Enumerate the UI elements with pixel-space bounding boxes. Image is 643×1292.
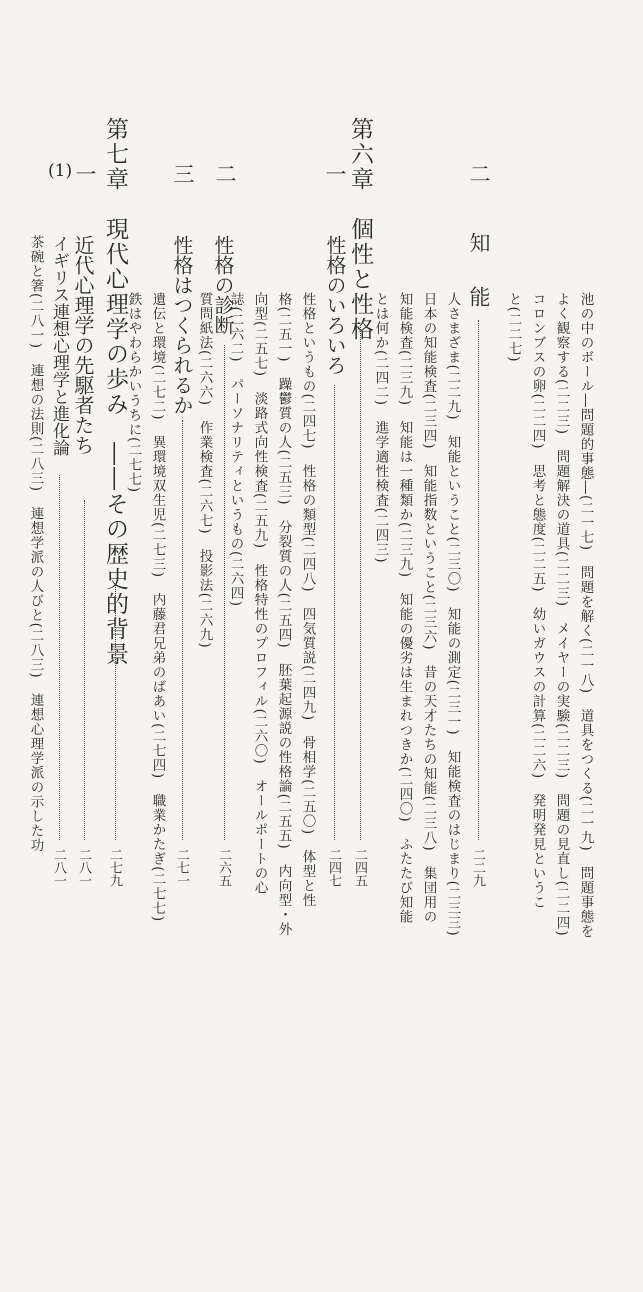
toc-line-8: とは何か(二四二) 進学適性検査(二四三) xyxy=(372,292,389,564)
page-number: 二四五 xyxy=(352,848,367,887)
toc-line-16: 茶碗と箸(二八一) 連想の法則(二八三) 連想学派の人びと(二八三) 連想心理学派の示した功 xyxy=(27,235,44,853)
toc-line-2: よく観察する(二二三) 問題解決の道具(二二三) メイヤーの実験(二二三) 問題の見直し(二二四) xyxy=(553,292,570,937)
toc-line-6: 日本の知能検査(二三四) 知能指数ということ(二三六) 昔の天才たちの知能(二三八) 集団用の xyxy=(420,292,437,925)
section-number: 一 xyxy=(73,163,97,184)
leader-dots xyxy=(84,500,85,840)
toc-line-14: 遺伝と環境(二七二) 異環境双生児(二七三) 内藤君兄弟のばあい(二七四) 職業かたぎ(二七七) xyxy=(149,292,166,923)
leader-dots xyxy=(224,345,225,840)
page-number: 二七九 xyxy=(107,848,122,887)
page-number: 二七一 xyxy=(174,848,189,887)
page-number: 二八一 xyxy=(51,848,66,887)
toc-line-1: 池の中のボール―問題的事態―(二一七) 問題を解く(二一八) 道具をつくる(二一九) 問題事態を xyxy=(577,292,594,939)
section-title: 近代心理学の先駆者たち xyxy=(71,235,95,455)
leader-dots xyxy=(360,325,361,840)
leader-dots xyxy=(115,585,116,840)
section-number: 一 xyxy=(323,163,347,184)
toc-line-5: 人さまざま(二二九) 知能ということ(二三〇) 知能の測定(二三一) 知能検査のはじまり(二三三) xyxy=(444,292,461,937)
toc-line-7: 知能検査(二三九) 知能は一種類か(二三九) 知能の優劣は生まれつきか(二四〇) ふたたび知能 xyxy=(396,292,413,925)
section-number: 二 xyxy=(467,163,491,184)
section-title: 性格はつくられるか xyxy=(170,235,194,415)
toc-line-15: 鉄はやわらかいうちに(二七七) xyxy=(125,292,142,494)
leader-dots xyxy=(334,385,335,840)
section-number: 三 xyxy=(171,163,195,184)
chapter-title: 第六章 個性と性格 xyxy=(347,117,373,342)
leader-dots xyxy=(478,320,479,840)
toc-line-9: 性格というもの(二四七) 性格の類型(二四八) 四気質説(二四九) 骨相学(二五〇) 体型と性 xyxy=(299,292,316,908)
page-number: 二六五 xyxy=(216,848,231,887)
toc-line-3: コロンブスの卵(二二四) 思考と態度(二二五) 幼いガウスの計算(二二六) 発明発見というこ xyxy=(529,292,546,910)
section-title: 性格のいろいろ xyxy=(323,235,347,375)
subsection-marker: (1) xyxy=(48,161,73,181)
page-number: 二八一 xyxy=(76,848,91,887)
section-title: 性格の診断 xyxy=(211,235,235,335)
page-number: 二二九 xyxy=(470,848,485,887)
leader-dots xyxy=(182,420,183,840)
leader-dots xyxy=(59,475,60,840)
section-number: 二 xyxy=(213,163,237,184)
toc-line-12: 誌(二六二) パーソナリティというもの(二六四) xyxy=(227,292,244,608)
page-number: 二四七 xyxy=(326,848,341,887)
toc-line-11: 向型(二五七) 淡路式向性検査(二五九) 性格特性のプロフィル(二六〇) オールポートの心 xyxy=(251,292,268,896)
section-title: 知 能 xyxy=(467,232,491,313)
toc-line-10: 格(二五一) 躁鬱質の人(二五三) 分裂質の人(二五四) 胚葉起源説の性格論(二五五) 内向型・外 xyxy=(275,292,292,937)
subsection-title: イギリス連想心理学と進化論 xyxy=(49,235,69,456)
toc-line-4: と(二二七) xyxy=(505,292,522,363)
chapter-title: 第七章 現代心理学の歩み ――その歴史的背景 xyxy=(102,117,128,667)
toc-line-13: 質問紙法(二六六) 作業検査(二六七) 投影法(二六九) xyxy=(196,292,213,649)
